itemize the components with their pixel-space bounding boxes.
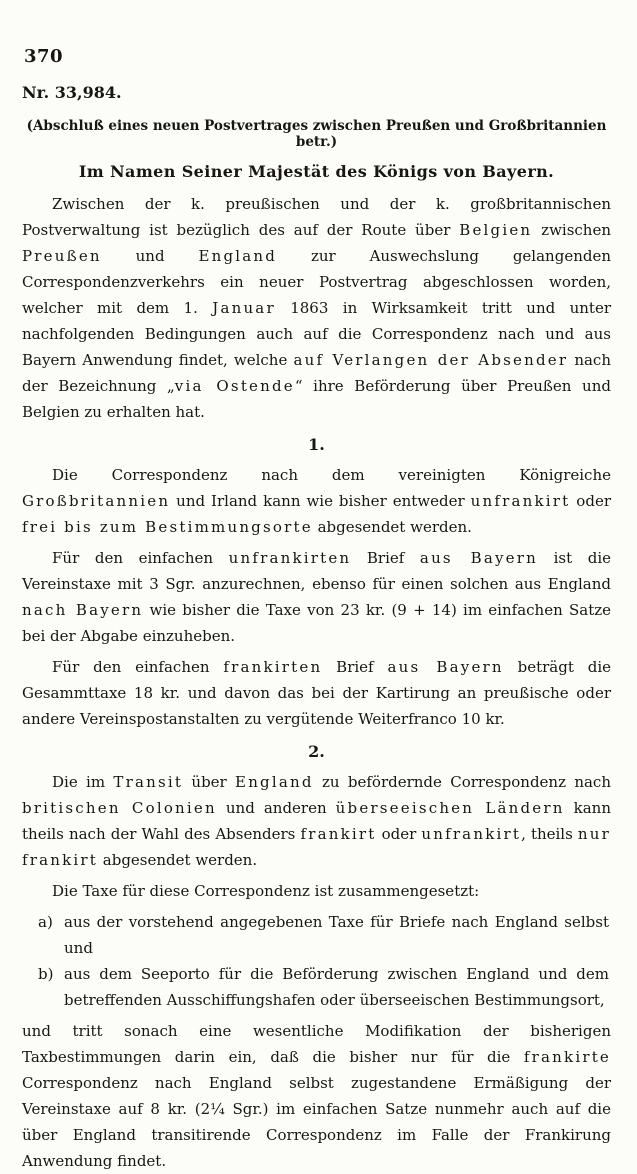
text-segment: auf Verlangen der Absender bbox=[293, 351, 569, 369]
text-segment: , theils bbox=[521, 825, 578, 843]
text-segment: Transit bbox=[113, 773, 184, 791]
text-segment: und anderen bbox=[216, 799, 336, 817]
section-1-heading: 1. bbox=[308, 435, 325, 454]
text-segment: zwischen bbox=[532, 221, 612, 239]
section-2-paragraph-2 bbox=[22, 878, 611, 904]
text-segment: frei bis zum Bestimmungsorte bbox=[22, 518, 313, 536]
text-segment: “ ihre Beförderung über Preußen und Belgien zu erhalten hat. bbox=[22, 377, 611, 421]
text-segment: frankirte bbox=[523, 1048, 611, 1066]
text-segment: und Irland kann wie bisher entweder bbox=[170, 492, 471, 510]
tariff-components-list bbox=[38, 909, 611, 1013]
list-item-a bbox=[38, 909, 611, 961]
text-segment: über bbox=[183, 773, 236, 791]
text-segment: abgesendet werden. bbox=[98, 851, 258, 869]
text-segment: kann theils nach der Wahl des Absenders bbox=[22, 799, 612, 843]
text-segment: England bbox=[235, 773, 314, 791]
subject-line: (Abschluß eines neuen Postvertrages zwischen Preußen und Großbritannien betr.) bbox=[26, 118, 607, 150]
text-segment: Die im bbox=[52, 773, 114, 791]
text-segment: aus der vorstehend angegebenen Taxe für Briefe nach England selbst und bbox=[64, 913, 609, 957]
text-segment: ist die Vereinstaxe mit 3 Sgr. anzurechnen, ebenso für einen solchen aus England bbox=[22, 549, 611, 593]
text-segment: und tritt sonach eine wesentliche Modifikation der bisherigen Taxbestimmungen darin ein, daß die bisher nur für die bbox=[22, 1022, 611, 1066]
list-item-b bbox=[38, 961, 611, 1013]
section-2-closing-paragraph bbox=[22, 1018, 611, 1174]
page-number: 370 bbox=[24, 46, 64, 67]
text-segment: Belgien bbox=[459, 221, 533, 239]
list-item-b-label: b) bbox=[38, 965, 54, 983]
text-segment: unfrankirten bbox=[228, 549, 352, 567]
text-segment: abgesendet werden. bbox=[312, 518, 472, 536]
text-segment: frankirt bbox=[300, 825, 377, 843]
text-segment: nur frankirt bbox=[22, 825, 611, 869]
text-segment: aus dem Seeporto für die Beförderung zwischen England und dem betreffenden Ausschiffungshafen oder überseeischen Bestimmungsort, bbox=[64, 965, 609, 1009]
document-number: Nr. 33,984. bbox=[22, 83, 122, 102]
text-segment: unfrankirt bbox=[470, 492, 571, 510]
text-segment: Großbritannien bbox=[22, 492, 171, 510]
section-1-paragraph-2 bbox=[22, 545, 611, 649]
text-segment: aus Bayern bbox=[387, 658, 504, 676]
text-segment: frankirten bbox=[223, 658, 323, 676]
section-1-paragraph-3 bbox=[22, 654, 611, 732]
text-segment: Die Correspondenz nach dem vereinigten Königreiche bbox=[52, 466, 611, 484]
text-segment: zur Auswechslung gelangenden Correspondenzverkehrs ein neuer Postvertrag abgeschlossen worden, welcher mit dem 1. bbox=[22, 247, 611, 317]
section-2-heading: 2. bbox=[308, 742, 325, 761]
text-segment: nach der Bezeichnung „ bbox=[22, 351, 611, 395]
text-segment: beträgt die Gesammttaxe 18 kr. und davon das bei der Kartirung an preußische oder andere Vereinspostanstalten zu vergütende Weiterfranco 10 kr. bbox=[22, 658, 611, 728]
proclamation-line: Im Namen Seiner Majestät des Königs von Bayern. bbox=[78, 162, 555, 181]
text-segment: aus Bayern bbox=[419, 549, 538, 567]
text-segment: Preußen bbox=[22, 247, 102, 265]
text-segment: 1863 in Wirksamkeit tritt und unter nachfolgenden Bedingungen auch auf die Correspondenz nach und aus Bayern Anwendung findet, welche bbox=[22, 299, 611, 369]
text-segment: Brief bbox=[322, 658, 388, 676]
text-segment: Januar bbox=[212, 299, 276, 317]
text-segment: Brief bbox=[351, 549, 420, 567]
text-segment: nach Bayern bbox=[22, 601, 144, 619]
text-segment: England bbox=[198, 247, 278, 265]
text-segment: zu befördernde Correspondenz nach bbox=[313, 773, 611, 791]
section-2-paragraph-1 bbox=[22, 769, 611, 873]
text-segment: britischen Colonien bbox=[22, 799, 217, 817]
list-item-a-text bbox=[64, 909, 611, 961]
text-segment: oder bbox=[570, 492, 611, 510]
list-item-b-text bbox=[64, 961, 611, 1013]
text-segment: überseeischen Ländern bbox=[335, 799, 565, 817]
section-1-paragraph-1 bbox=[22, 462, 611, 540]
list-item-a-label: a) bbox=[38, 913, 53, 931]
text-segment: Für den einfachen bbox=[52, 549, 229, 567]
text-segment: oder bbox=[376, 825, 422, 843]
text-segment: via Ostende bbox=[174, 377, 295, 395]
text-segment: Correspondenz nach England selbst zugestandene Ermäßigung der Vereinstaxe auf 8 kr. (2¼ Sgr.) im einfachen Satze nunmehr auch auf die über England transitirende Correspondenz im Falle der Frankirung Anwendung findet. bbox=[22, 1074, 611, 1170]
text-segment: Zwischen der k. preußischen und der k. großbritannischen Postverwaltung ist bezüglich des auf der Route über bbox=[22, 195, 611, 239]
text-segment: und bbox=[101, 247, 199, 265]
text-segment: Für den einfachen bbox=[52, 658, 224, 676]
intro-paragraph bbox=[22, 191, 611, 425]
text-segment: wie bisher die Taxe von 23 kr. (9 + 14) im einfachen Satze bei der Abgabe einzuheben. bbox=[22, 601, 611, 645]
text-segment: Die Taxe für diese Correspondenz ist zusammengesetzt: bbox=[52, 882, 480, 900]
text-segment: unfrankirt bbox=[421, 825, 522, 843]
